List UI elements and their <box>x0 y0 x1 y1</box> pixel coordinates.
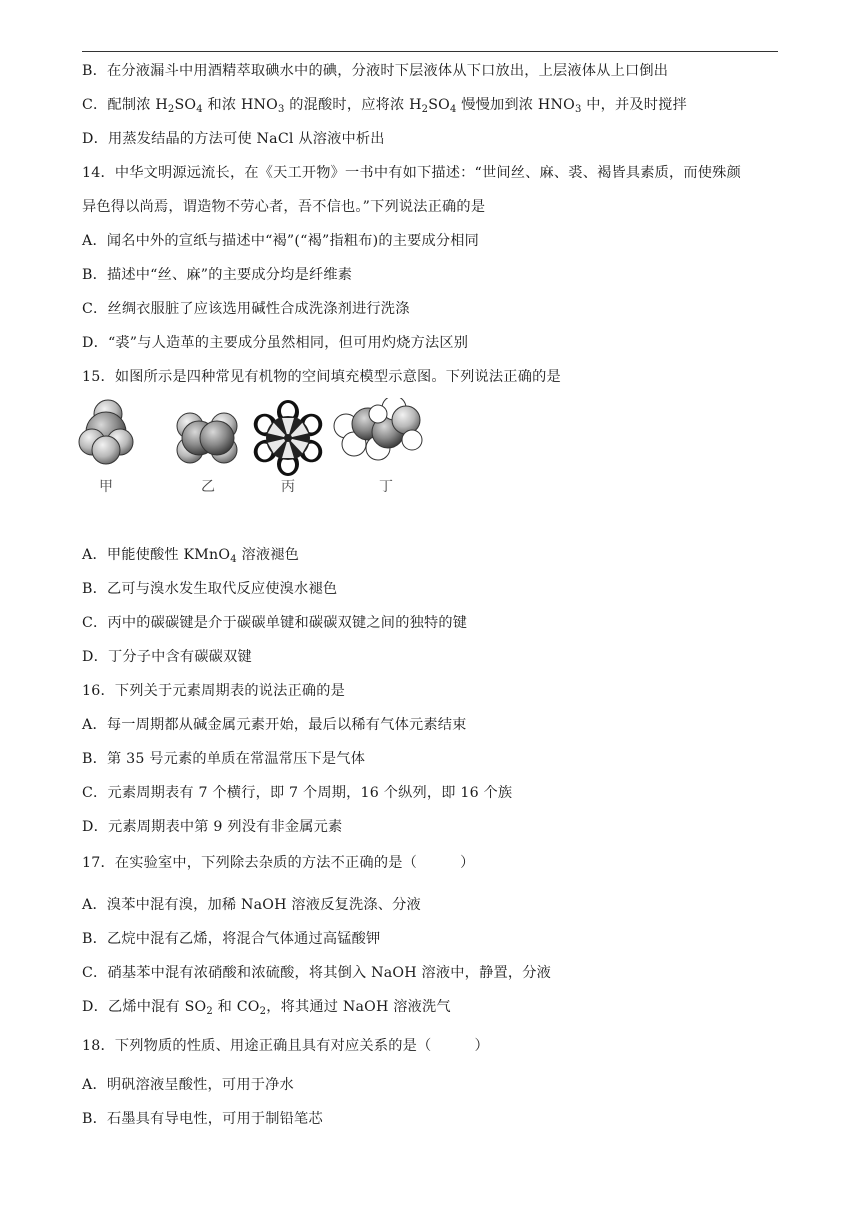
methane-model <box>79 400 133 464</box>
benzene-model <box>250 400 327 476</box>
q17-option-a: A．溴苯中混有溴，加稀 NaOH 溶液反复洗涤、分液 <box>82 897 421 913</box>
q17-option-b: B．乙烷中混有乙烯，将混合气体通过高锰酸钾 <box>82 931 381 947</box>
q15-stem: 15．如图所示是四种常见有机物的空间填充模型示意图。下列说法正确的是 <box>82 369 561 385</box>
label-jia: 甲 <box>99 479 113 495</box>
q14-option-c: C．丝绸衣服脏了应该选用碱性合成洗涤剂进行洗涤 <box>82 301 410 317</box>
label-yi: 乙 <box>201 479 215 495</box>
q17-option-d: D．乙烯中混有 $SO_2$ 和 $CO_2$，将其通过 NaOH 溶液洗气 <box>82 999 451 1017</box>
q15-option-b: B．乙可与溴水发生取代反应使溴水褪色 <box>82 581 338 597</box>
q16-stem: 16．下列关于元素周期表的说法正确的是 <box>82 683 346 699</box>
q15-option-c: C．丙中的碳碳键是介于碳碳单键和碳碳双键之间的独特的键 <box>82 615 468 631</box>
q16-option-b: B．第 35 号元素的单质在常温常压下是气体 <box>82 751 366 767</box>
q16-option-c: C．元素周期表有 7 个横行，即 7 个周期，16 个纵列，即 16 个族 <box>82 785 513 801</box>
q18-option-a: A．明矾溶液呈酸性，可用于净水 <box>82 1077 294 1093</box>
q14-option-d: D．“裘”与人造革的主要成分虽然相同，但可用灼烧方法区别 <box>82 335 469 351</box>
q14-option-b: B．描述中“丝、麻”的主要成分均是纤维素 <box>82 267 353 283</box>
q18-stem: 18．下列物质的性质、用途正确且具有对应关系的是（ ） <box>82 1038 489 1054</box>
q13-option-b: B．在分液漏斗中用酒精萃取碘水中的碘，分液时下层液体从下口放出，上层液体从上口倒出 <box>82 63 669 79</box>
label-ding: 丁 <box>379 479 393 495</box>
q16-option-d: D．元素周期表中第 9 列没有非金属元素 <box>82 819 343 835</box>
label-bing: 丙 <box>281 479 295 495</box>
q16-option-a: A．每一周期都从碱金属元素开始，最后以稀有气体元素结束 <box>82 717 467 733</box>
q17-option-c: C．硝基苯中混有浓硝酸和浓硫酸，将其倒入 NaOH 溶液中，静置，分液 <box>82 965 552 981</box>
q15-option-d: D．丁分子中含有碳碳双键 <box>82 649 252 665</box>
q13-option-c: C．配制浓 $H_2SO_4$ 和浓 $HNO_3$ 的混酸时，应将浓 $H_2SO_4$ 慢慢加到浓 $HNO_3$ 中，并及时搅拌 <box>82 97 687 115</box>
molecule-models-figure <box>78 398 438 498</box>
q14-stem-line2: 异色得以尚焉，谓造物不劳心者，吾不信也。”下列说法正确的是 <box>82 199 486 215</box>
q15-option-a: A．甲能使酸性 KMnO$_4$ 溶液褪色 <box>82 547 300 565</box>
q13-option-d: D．用蒸发结晶的方法可使 NaCl 从溶液中析出 <box>82 131 385 147</box>
q17-stem: 17．在实验室中，下列除去杂质的方法不正确的是（ ） <box>82 855 475 871</box>
q14-option-a: A．闻名中外的宣纸与描述中“褐”(“褐”指粗布)的主要成分相同 <box>82 233 480 249</box>
q18-option-b: B．石墨具有导电性，可用于制铅笔芯 <box>82 1111 323 1127</box>
ethylene-model <box>177 413 237 463</box>
header-rule <box>82 51 778 52</box>
q14-stem-line1: 14．中华文明源远流长，在《天工开物》一书中有如下描述：“世间丝、麻、裘、褐皆具素质，而使殊颜 <box>82 165 741 181</box>
ethanol-model <box>334 398 422 460</box>
